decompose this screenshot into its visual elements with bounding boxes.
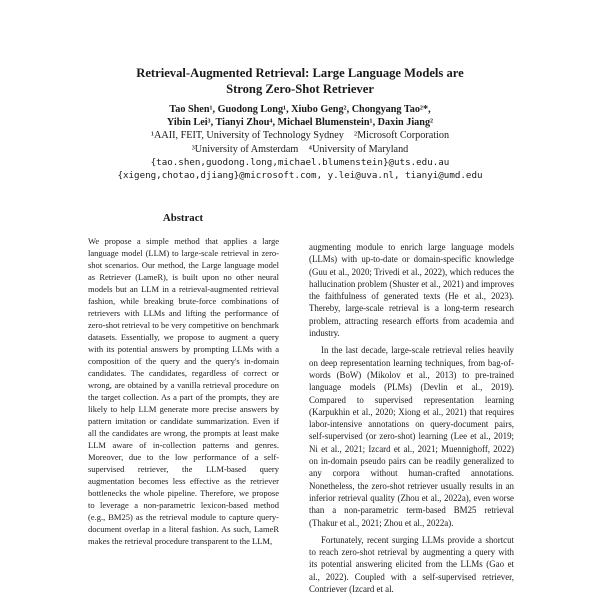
body-paragraph-1: augmenting module to enrich large language models (LLMs) with up-to-date or domain-specific knowledge (Guu et al., 2020; Trivedi et al., 2022), which reduces the hallucination problem (Shuster et al., 2021) and improves the faithfulness of generated texts (He et al., 2023). Thereby, large-scale retrieval is a long-term research problem, attracting research efforts from academia and industry. [309, 242, 514, 339]
title-line-1: Retrieval-Augmented Retrieval: Large Language Models are [136, 66, 464, 80]
authors-line-1: Tao Shen¹, Guodong Long¹, Xiubo Geng², Chongyang Tao²*, [169, 104, 431, 115]
affiliation-line-1: ¹AAII, FEIT, University of Technology Sydney ²Microsoft Corporation [150, 130, 450, 142]
abstract-heading: Abstract [162, 212, 204, 224]
body-paragraph-3: Fortunately, recent surging LLMs provide a shortcut to reach zero-shot retrieval by augmenting a query with its potential answering elicited from the LLMs (Gao et al., 2022). Coupled with a self-supervised retriever, Contriever (Izcard et al. [309, 534, 514, 595]
abstract-text: We propose a simple method that applies a large language model (LLM) to large-scale retrieval in zero-shot scenarios. Our method, the Large language model as Retriever (LameR), is built upon no other neural models but an LLM in a retrieval-augmented retrieval fashion, while breaking brute-force combinations of retrievers with LLMs and lifting the performance of zero-shot retrieval to be very competitive on benchmark datasets. Essentially, we propose to augment a query with its potential answers by prompting LLMs with a composition of the query and the query's in-domain candidates. The candidates, regardless of correct or wrong, are obtained by a vanilla retrieval procedure on the target collection. As a part of the prompts, they are likely to help LLM generate more precise answers by pattern imitation or candidate summarization. Even if all the candidates are wrong, the prompts at least make LLM aware of in-collection patterns and genres. Moreover, due to the low performance of a self-supervised retriever, the LLM-based query augmentation becomes less effective as the retriever bottlenecks the whole pipeline. Therefore, we propose to leverage a non-parametric lexicon-based method (e.g., BM25) as the retrieval module to capture query-document overlap in a literal fashion. As such, LameR makes the retrieval procedure transparent to the LLM, [88, 236, 279, 546]
right-column [309, 241, 514, 600]
email-line-1: {tao.shen,guodong.long,michael.blumenstein}@uts.edu.au [150, 156, 450, 168]
affiliation-line-2: ³University of Amsterdam ⁴University of Maryland [191, 143, 409, 155]
email-line-2: {xigeng,chotao,djiang}@microsoft.com, y.lei@uva.nl, tianyi@umd.edu [117, 170, 483, 182]
body-paragraph-2: In the last decade, large-scale retrieval relies heavily on deep representation learning techniques, from bag-of-words (BoW) (Mikolov et al., 2013) to pre-trained language models (PLMs) (Devlin et al., 2019). Compared to supervised representation learning (Karpukhin et al., 2020; Xiong et al., 2021) that requires labor-intensive annotations on query-document pairs, self-supervised (or zero-shot) learning (Lee et al., 2019; Ni et al., 2021; Izcard et al., 2021; Muennighoff, 2022) on in-domain pseudo pairs can be readily generalized to any corpora without human-crafted annotations. Nonetheless, the zero-shot retriever usually results in an inferior retrieval quality (Zhou et al., 2022a), even worse than a non-parametric term-based BM25 retrieval (Thakur et al., 2021; Zhou et al., 2022a). [309, 345, 514, 528]
authors-line-2: Yibin Lei³, Tianyi Zhou⁴, Michael Blumenstein¹, Daxin Jiang² [166, 117, 434, 129]
paper-title [60, 66, 540, 97]
title-line-2: Strong Zero-Shot Retriever [226, 81, 374, 96]
author-block [40, 103, 560, 182]
